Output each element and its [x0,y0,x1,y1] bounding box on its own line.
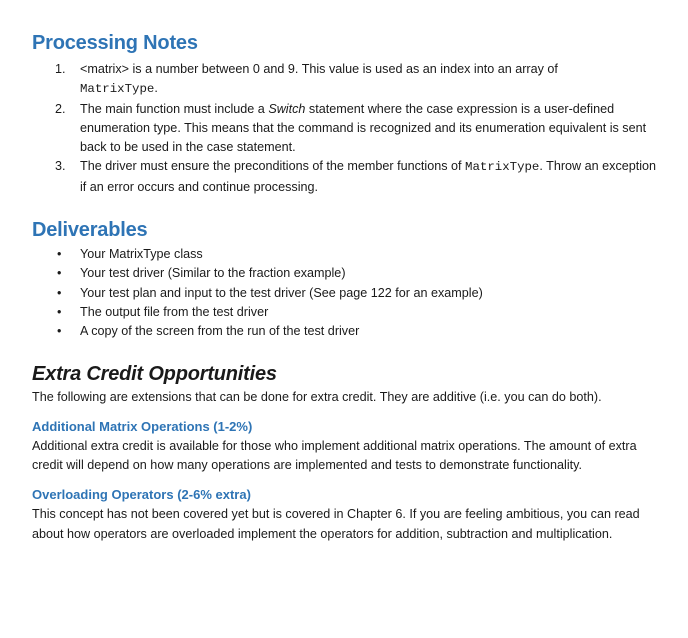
processing-notes-list [32,60,662,197]
bullet-icon: • [57,247,62,262]
note-text-end: statement where the case expression is a user-defined enumeration type. This means that the command is recognized and its enumeration equivalent is sent back to be used in the case statement. [80,101,647,155]
note-text: The driver must ensure the preconditions of the member functions of [80,159,466,174]
extra-credit-heading: Extra Credit Opportunities [32,362,277,385]
document-page [32,30,662,544]
deliverables-list [32,245,662,341]
bullet-icon: • [57,266,62,281]
deliverable-text: Your MatrixType class [80,247,203,262]
list-number: 2. [55,101,66,116]
list-item [32,245,662,264]
overloading-operators-heading: Overloading Operators (2-6% extra) [32,487,251,503]
note-text: The main function must include a [80,101,269,116]
processing-notes-heading: Processing Notes [32,32,198,54]
italic-switch: Switch [268,101,306,116]
processing-note-item [32,60,662,100]
additional-matrix-operations-heading: Additional Matrix Operations (1-2%) [32,418,253,434]
list-item [32,303,662,322]
deliverable-text: Your test driver (Similar to the fraction example) [80,266,346,281]
bullet-icon: • [57,324,62,339]
bullet-icon: • [57,304,62,319]
note-text-end: . Throw an exception if an error occurs and continue processing. [80,159,657,194]
deliverable-text: Your test plan and input to the test driver (See page 122 for an example) [80,285,483,300]
list-item [32,322,662,341]
note-text: <matrix> is a number between 0 and 9. This value is used as an index into an array of [80,62,558,76]
list-number: 1. [55,62,66,76]
code-matrixtype: MatrixType [465,160,540,175]
deliverables-heading: Deliverables [32,219,148,242]
processing-note-item [32,100,662,158]
deliverable-text: The output file from the test driver [80,304,269,319]
note-text-end: . [154,81,158,96]
additional-matrix-operations-body: Additional extra credit is available for those who implement additional matrix operations. The amount of extra credit will depend on how many operations are implemented and tests to demonstrate functionality. [32,438,637,473]
extra-credit-intro: The following are extensions that can be done for extra credit. They are additive (i.e. you can do both). [32,389,602,404]
list-item [32,284,662,303]
processing-note-item [32,157,662,197]
deliverable-text: A copy of the screen from the run of the test driver [80,324,360,339]
bullet-icon: • [57,285,62,300]
code-matrixtype: MatrixType [80,82,155,97]
overloading-operators-body: This concept has not been covered yet but is covered in Chapter 6. If you are feeling ambitious, you can read about how operators are overloaded implement the operators for addition, subtraction and multiplication. [32,507,640,541]
list-item [32,264,662,283]
list-number: 3. [55,159,66,174]
